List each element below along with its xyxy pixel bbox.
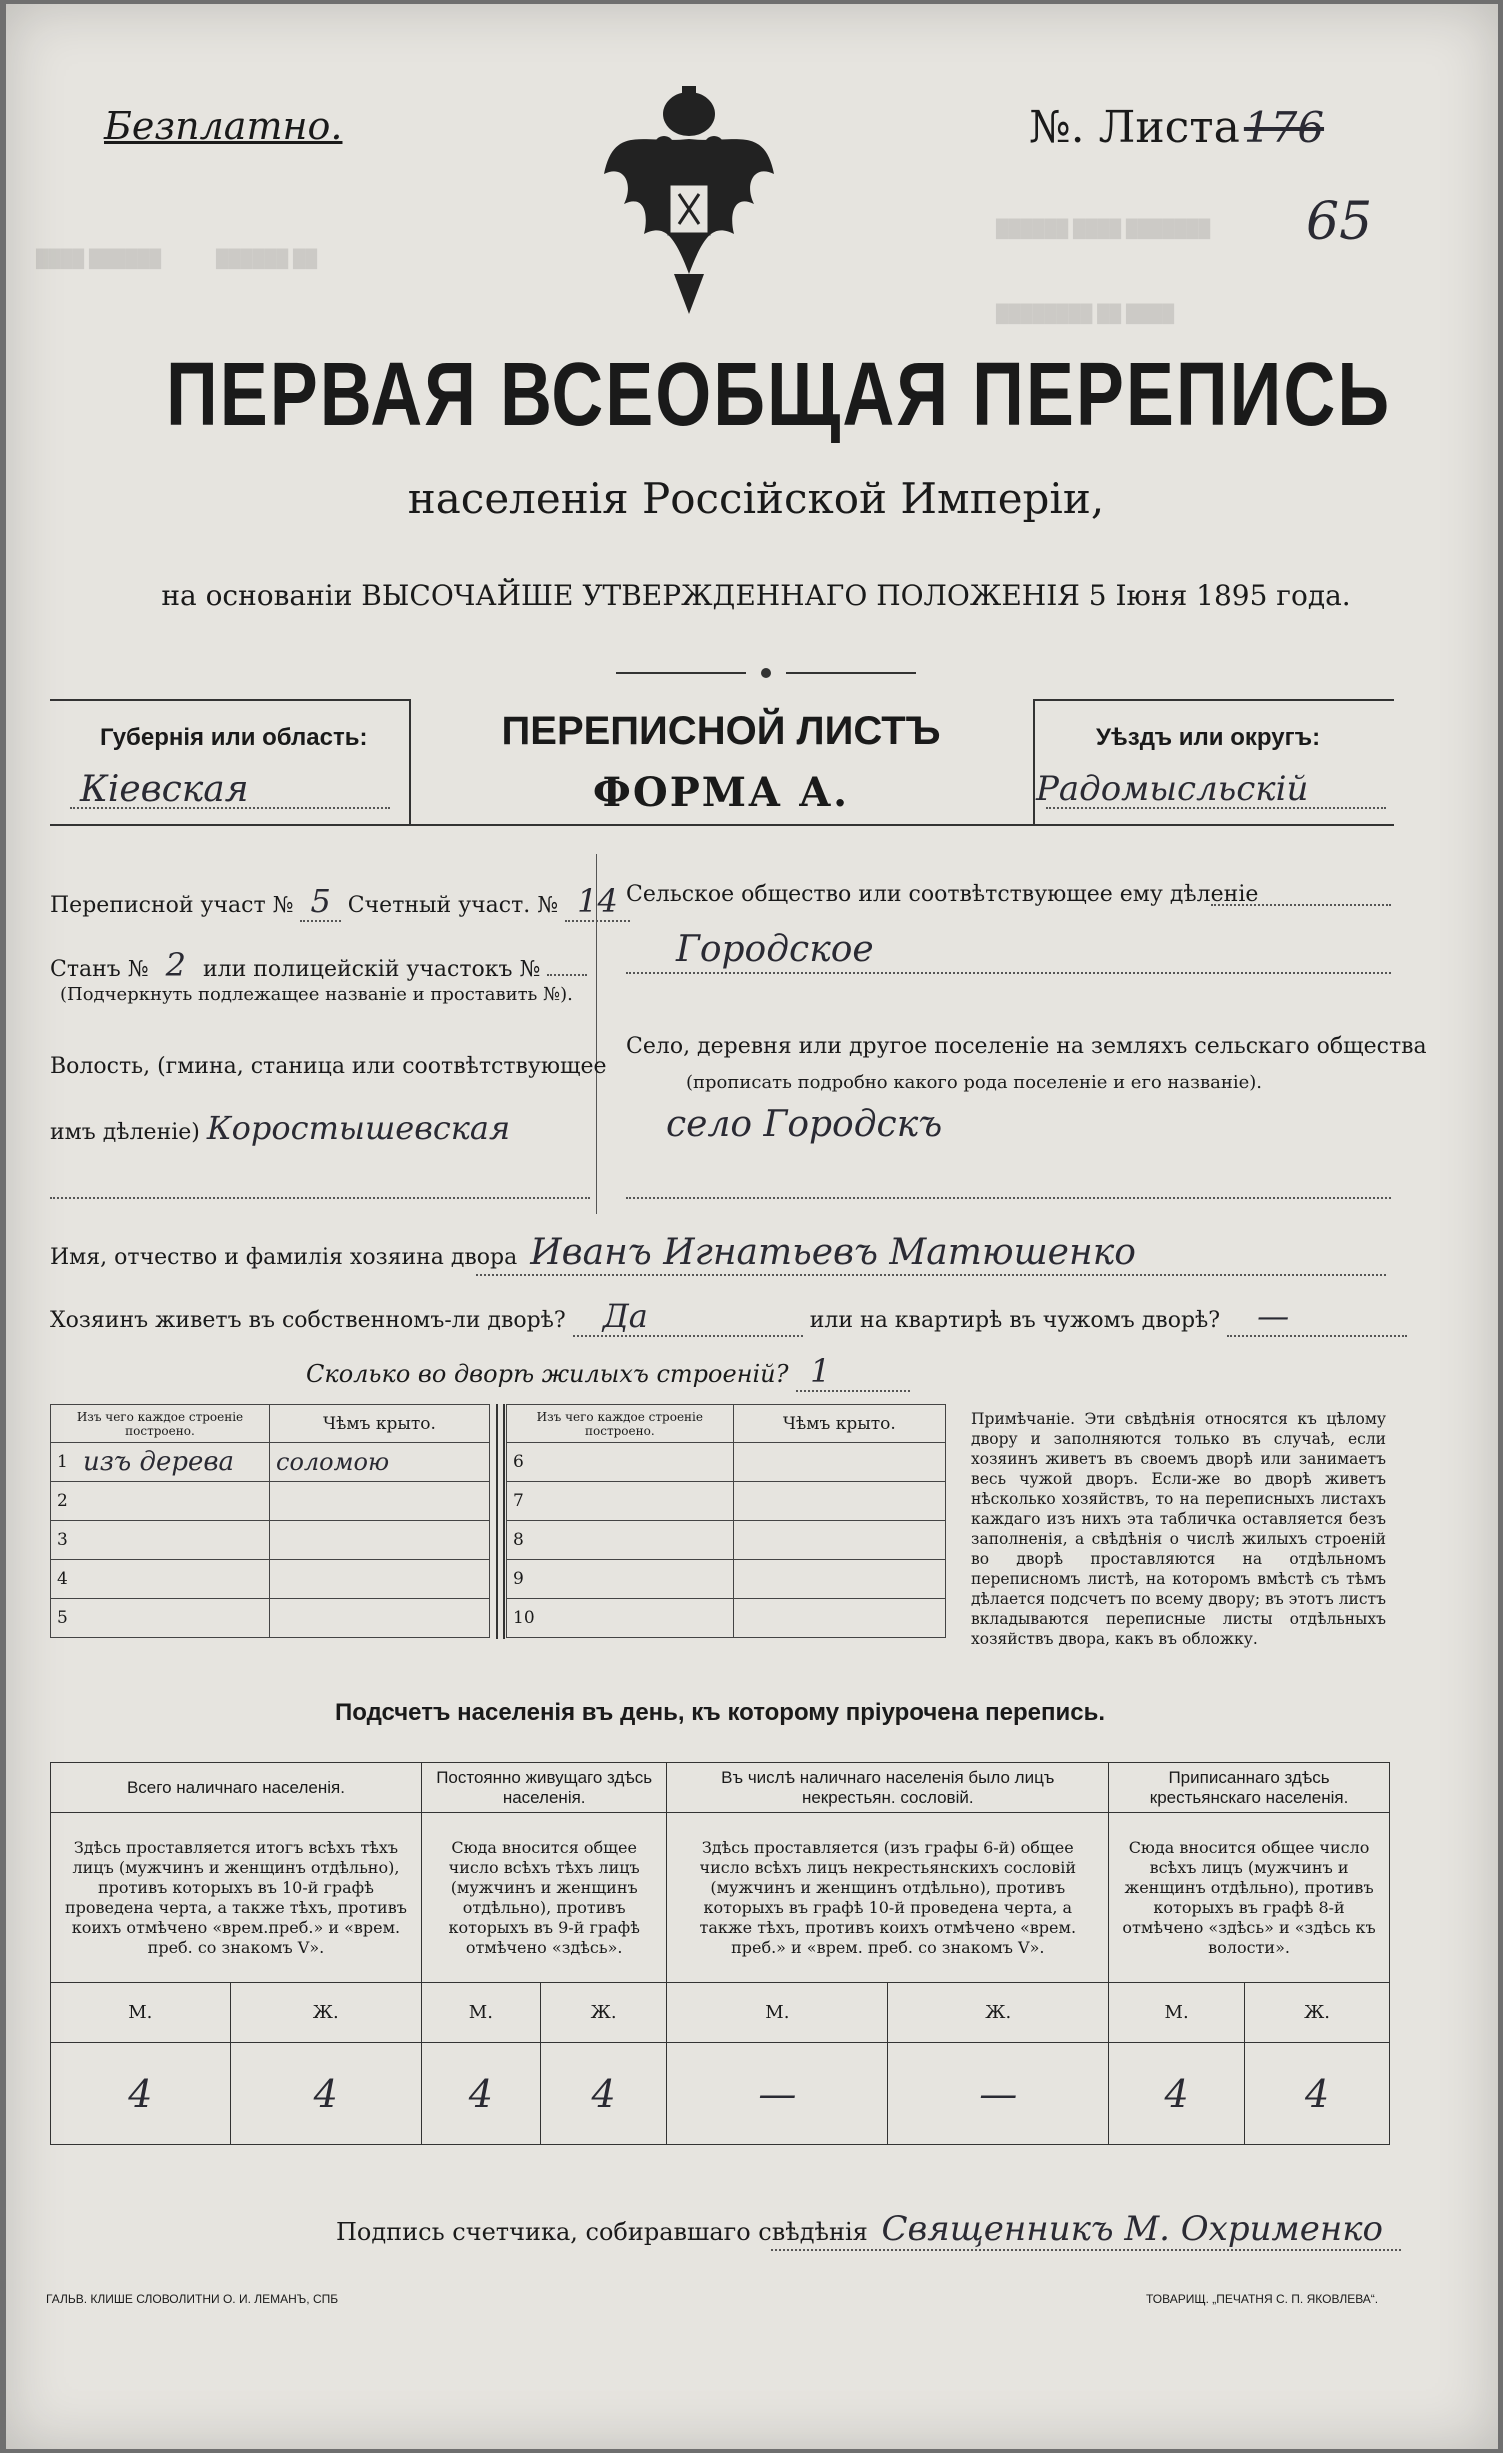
building-material [77, 1482, 270, 1521]
male-count: 4 [51, 2043, 231, 2145]
buildings-table-right [506, 1404, 946, 1638]
village-note: (прописать подробно какого рода поселеніе и его названіе). [686, 1072, 1262, 1093]
footer-right: ТОВАРИЩ. „ПЕЧАТНЯ С. П. ЯКОВЛЕВА“. [1146, 2292, 1379, 2306]
form-top-rule-left [50, 699, 410, 701]
male-count: 4 [1109, 2043, 1245, 2145]
male-label: М. [51, 1983, 231, 2043]
building-roof [733, 1521, 945, 1560]
building-number: 5 [51, 1599, 78, 1638]
form-top-rule-right [1034, 699, 1394, 701]
female-count: 4 [230, 2043, 421, 2145]
society-label-dots [1211, 904, 1391, 906]
sheet-number-new: 65 [1306, 192, 1373, 252]
form-bottom-rule [50, 824, 1394, 826]
volost-label-1: Волость, (гмина, станица или соотвѣтствующее [50, 1054, 607, 1079]
building-roof [733, 1599, 945, 1638]
building-roof [270, 1521, 490, 1560]
building-number: 9 [507, 1560, 541, 1599]
female-label: Ж. [888, 1983, 1109, 2043]
signature-field: Подпись счетчика, собиравшаго свѣдѣнія Священникъ М. Охрименко [336, 2209, 1383, 2249]
building-material [541, 1443, 734, 1482]
building-material [77, 1560, 270, 1599]
buildings-row [51, 1521, 490, 1560]
footer-left: ГАЛЬВ. КЛИШЕ СЛОВОЛИТНИ О. И. ЛЕМАНЪ, СПБ [46, 2292, 339, 2306]
male-label: М. [667, 1983, 888, 2043]
female-label: Ж. [1245, 1983, 1390, 2043]
population-column-header: Приписаннаго здѣсь крестьянскаго населенія. [1109, 1763, 1390, 1813]
sheet-title: ПЕРЕПИСНОЙ ЛИСТЪ [501, 709, 941, 753]
building-number: 3 [51, 1521, 78, 1560]
male-label: М. [421, 1983, 540, 2043]
buildings-row [507, 1599, 946, 1638]
female-label: Ж. [230, 1983, 421, 2043]
basis-line: на основаніи ВЫСОЧАЙШЕ УТВЕРЖДЕННАГО ПОЛОЖЕНІЯ 5 Іюня 1895 года. [161, 579, 1351, 612]
population-column-description: Здѣсь проставляется (изъ графы 6-й) общее число всѣхъ лицъ некрестьянскихъ сословій (мужчинъ и женщинъ отдѣльно), противъ которыхъ въ графѣ 10-й проведена черта, а также тѣхъ, противъ коихъ отмѣчено «врем. преб.» и «врем. преб. со знакомъ V». [667, 1813, 1109, 1983]
free-label: Безплатно. [104, 104, 343, 148]
female-count: 4 [1245, 2043, 1390, 2145]
population-column-header: Въ числѣ наличнаго населенія было лицъ некрестьян. сословій. [667, 1763, 1109, 1813]
col-roof-header-right: Чѣмъ крыто. [733, 1405, 945, 1443]
population-column-header: Всего наличнаго населенія. [51, 1763, 422, 1813]
guberniya-label: Губернія или область: [100, 724, 368, 751]
village-label: Село, деревня или другое поселеніе на земляхъ сельскаго общества [626, 1034, 1427, 1059]
building-material [541, 1521, 734, 1560]
population-column-description: Сюда вносится общее число всѣхъ лицъ (мужчинъ и женщинъ отдѣльно), противъ которыхъ въ графѣ 8-й отмѣчено «здѣсь» и «здѣсь къ волости». [1109, 1813, 1390, 1983]
own-yard-field: Хозяинъ живетъ въ собственномъ-ли дворѣ? Да или на квартирѣ въ чужомъ дворѣ? — [50, 1297, 1407, 1337]
building-material [541, 1599, 734, 1638]
building-material: изъ дерева [77, 1443, 270, 1482]
building-roof [733, 1443, 945, 1482]
uezd-dots [1046, 807, 1386, 809]
buildings-row [507, 1482, 946, 1521]
stan-field: Станъ № 2 или полицейскій участокъ № [50, 946, 587, 984]
male-count: — [667, 2043, 888, 2145]
building-roof [270, 1482, 490, 1521]
population-table [50, 1762, 1390, 2145]
volost-field: имъ дѣленіе) Коростышевская [50, 1109, 511, 1147]
owner-dots [476, 1274, 1386, 1276]
building-number: 2 [51, 1482, 78, 1521]
col-material-header-right: Изъ чего каждое строеніе построено. [507, 1405, 734, 1443]
guberniya-dots [70, 807, 390, 809]
buildings-row [51, 1560, 490, 1599]
female-count: 4 [540, 2043, 667, 2145]
census-section-field: Переписной участ № 5 Счетный участ. № 14 [50, 882, 630, 920]
signature-dots [771, 2249, 1401, 2251]
building-roof: соломою [270, 1443, 490, 1482]
form-divider-right [1033, 699, 1035, 824]
col-material-header: Изъ чего каждое строеніе построено. [51, 1405, 270, 1443]
sheet-number-label: №. Листа176 [1029, 102, 1325, 153]
building-number: 1 [51, 1443, 78, 1482]
building-material [77, 1521, 270, 1560]
page-subtitle: населенія Россійской Имперіи, [407, 474, 1105, 523]
female-count: — [888, 2043, 1109, 2145]
population-column-description: Сюда вносится общее число всѣхъ тѣхъ лицъ (мужчинъ и женщинъ отдѣльно), противъ которыхъ въ 9-й графѣ отмѣчено «здѣсь». [421, 1813, 667, 1983]
building-material [77, 1599, 270, 1638]
building-number: 8 [507, 1521, 541, 1560]
stan-note: (Подчеркнуть подлежащее названіе и проставить №). [60, 984, 573, 1005]
building-roof [270, 1560, 490, 1599]
page-title: ПЕРВАЯ ВСЕОБЩАЯ ПЕРЕПИСЬ [166, 345, 1392, 445]
building-material [541, 1482, 734, 1521]
male-count: 4 [421, 2043, 540, 2145]
buildings-table-left [50, 1404, 490, 1638]
uezd-label: Уѣздъ или округъ: [1096, 724, 1321, 751]
volost-dots [50, 1197, 590, 1199]
imperial-eagle-icon [604, 84, 774, 314]
society-dots [626, 972, 1391, 974]
col-roof-header: Чѣмъ крыто. [270, 1405, 490, 1443]
buildings-row [507, 1521, 946, 1560]
population-column-description: Здѣсь проставляется итогъ всѣхъ тѣхъ лицъ (мужчинъ и женщинъ отдѣльно), противъ которыхъ въ 10-й графѣ проведена черта, а также тѣхъ, противъ коихъ отмѣчено «врем.преб.» и «врем. преб. со знакомъ V». [51, 1813, 422, 1983]
buildings-count-field: Сколько во дворѣ жилыхъ строеній? 1 [306, 1352, 910, 1392]
building-material [541, 1560, 734, 1599]
society-value: Городское [676, 929, 874, 970]
buildings-row [507, 1560, 946, 1599]
society-label: Сельское общество или соотвѣтствующее ему дѣленіе [626, 882, 1259, 907]
building-roof [270, 1599, 490, 1638]
buildings-row [51, 1443, 490, 1482]
owner-field: Имя, отчество и фамилія хозяина двора Иванъ Игнатьевъ Матюшенко [50, 1232, 1136, 1273]
buildings-row [51, 1482, 490, 1521]
note-text: Примѣчаніе. Эти свѣдѣнія относятся къ цѣлому двору и заполняются только въ случаѣ, если хозяинъ живетъ въ своемъ дворѣ или занимаетъ весь чужой дворъ. Если-же во дворѣ живетъ нѣсколько хозяйствъ, то на переписныхъ листахъ каждаго изъ нихъ эта табличка оставляется безъ заполненія, а свѣдѣнія о числѣ жилыхъ строеній во дворѣ проставляются на отдѣльномъ переписномъ листѣ, на которомъ вмѣстѣ съ тѣмъ дѣлается подсчетъ по всему двору; въ этотъ листъ вкладываются переписные листы отдѣльныхъ хозяйствъ двора, какъ въ обложку. [971, 1410, 1386, 1648]
building-number: 6 [507, 1443, 541, 1482]
guberniya-value: Кіевская [80, 769, 249, 810]
village-value: село Городскъ [666, 1104, 943, 1145]
village-dots [626, 1197, 1391, 1199]
female-label: Ж. [540, 1983, 667, 2043]
male-label: М. [1109, 1983, 1245, 2043]
building-roof [733, 1560, 945, 1599]
ornament-divider [616, 664, 916, 676]
census-sheet: ███████ ████ ██████ ████ ██ ████████ ██████ ████ ██ ██████ Безплатно. №. Листа176 65 ПЕРВАЯ ВСЕОБЩАЯ ПЕРЕПИСЬ населенія Россійской Имперіи, на основаніи ВЫСОЧАЙШЕ УТВЕРЖДЕННАГО ПОЛОЖЕНІЯ 5 Іюня 1895 года. Губернія или область: Кіевская ПЕРЕПИСНОЙ ЛИСТЪ ФОРМА А. Уѣздъ или округъ: Радомысльскій Переписной участ № 5 Счетный участ. № 14 Станъ № 2 или полицейскій участокъ № (Подчеркнуть подлежащее названіе и проставить №). Волость, (гмина, станица или соотвѣтствующее имъ дѣленіе) Коростышевская Сельское общество или соотвѣтствующее ему дѣленіе Городское Село, деревня или другое поселеніе на земляхъ сельскаго общества (прописать подробно какого рода поселеніе и его названіе). село Городскъ Имя, отчество и фамилія хозяина двора Иванъ Игнатьевъ Матюшенко Хозяинъ живетъ въ собственномъ-ли дворѣ? Да или на квартирѣ въ чужомъ дворѣ? — Сколько во дворѣ жилыхъ строеній? 1 Изъ чего каждое строеніе построено. Чѣмъ крыто. 1 изъ дерева соломою 2 3 4 5 Изъ чего каждое строеніе построено. Чѣмъ крыто. 6 7 8 9 10 Примѣчаніе. Эти свѣдѣнія относятся къ цѣлому двору и заполняются только въ случаѣ, если хозяинъ живетъ въ своемъ дворѣ или занимаетъ весь чужой дворъ. Если-же во дворѣ живетъ нѣсколько хозяйствъ, то на переписныхъ листахъ каждаго изъ нихъ эта табличка оставляется безъ заполненія, а свѣдѣнія о числѣ жилыхъ строеній во дворѣ проставляются на отдѣльномъ переписномъ листѣ, на которомъ вмѣстѣ съ тѣмъ дѣлается подсчетъ по всему двору; въ этотъ листъ вкладываются переписные листы отдѣльныхъ хозяйствъ двора, какъ въ обложку. Подсчетъ населенія въ день, къ которому пріурочена перепись. Всего наличнаго населенія. Постоянно живущаго здѣсь населенія. Въ числѣ наличнаго населенія было лицъ некрестьян. сословій. Приписаннаго здѣсь крестьянскаго населенія. Здѣсь проставляется итогъ всѣхъ тѣхъ лицъ (мужчинъ и женщинъ отдѣльно), противъ которыхъ въ 10-й графѣ проведена черта, а также тѣхъ, противъ коихъ отмѣчено «врем.преб.» и «врем. преб. со знакомъ V». Сюда вносится общее число всѣхъ тѣхъ лицъ (мужчинъ и женщинъ отдѣльно), противъ которыхъ въ 9-й графѣ отмѣчено «здѣсь». Здѣсь проставляется (изъ графы 6-й) общее число всѣхъ лицъ некрестьянскихъ сословій (мужчинъ и женщинъ отдѣльно), противъ которыхъ въ графѣ 10-й проведена черта, а также тѣхъ, противъ коихъ отмѣчено «врем. преб.» и «врем. преб. со знакомъ V». Сюда вносится общее число всѣхъ лицъ (мужчинъ и женщинъ отдѣльно), противъ которыхъ въ графѣ 8-й отмѣчено «здѣсь» и «здѣсь къ волости». М. Ж. М. Ж. М. Ж. М. Ж. 4 4 4 4 — — 4 4 Подпись счетчика, собиравшаго свѣдѣнія Священникъ М. Охрименко ГАЛЬВ. КЛИШЕ СЛОВОЛИТНИ О. И. ЛЕМАНЪ, СПБ ТОВАРИЩ. „ПЕЧАТНЯ С. П. ЯКОВЛЕВА“. [6, 4, 1498, 2449]
building-roof [733, 1482, 945, 1521]
population-title: Подсчетъ населенія въ день, къ которому пріурочена перепись. [335, 1699, 1105, 1726]
buildings-row [507, 1443, 946, 1482]
buildings-double-rule [496, 1404, 505, 1639]
building-number: 10 [507, 1599, 541, 1638]
building-number: 4 [51, 1560, 78, 1599]
buildings-row [51, 1599, 490, 1638]
uezd-value: Радомысльскій [1036, 769, 1309, 809]
form-a-title: ФОРМА А. [592, 769, 850, 816]
building-number: 7 [507, 1482, 541, 1521]
population-column-header: Постоянно живущаго здѣсь населенія. [421, 1763, 667, 1813]
